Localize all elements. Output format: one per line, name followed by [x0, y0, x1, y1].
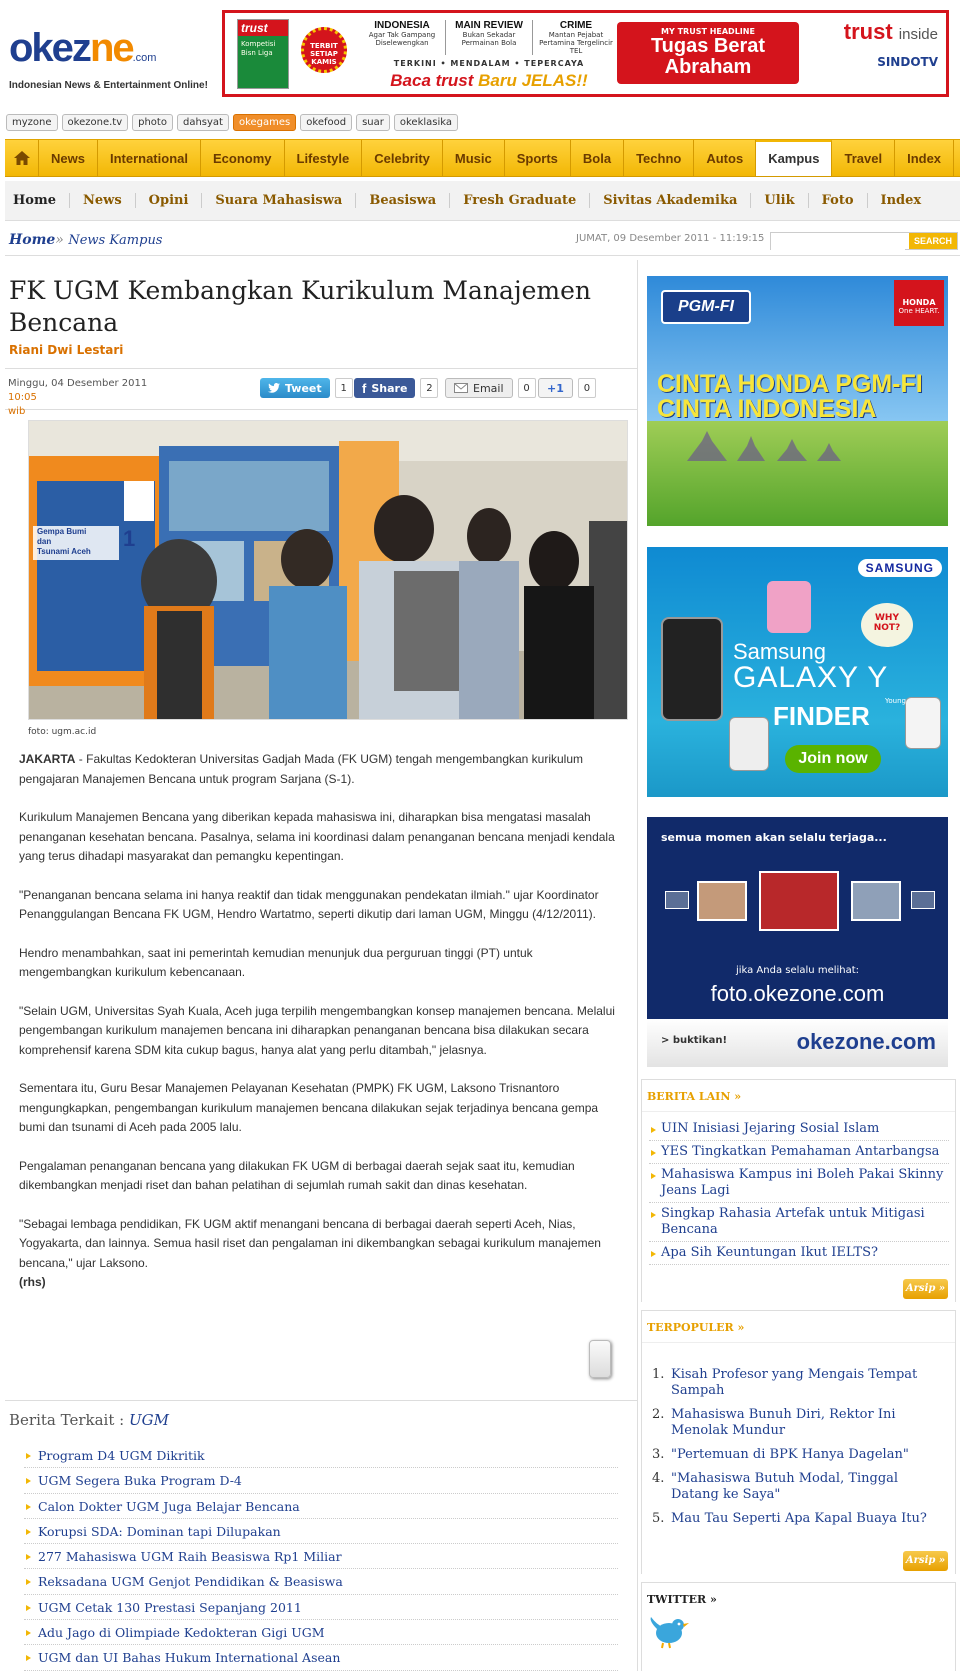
article-signoff: (rhs)	[19, 1275, 46, 1289]
banner-col-desc: Bukan Sekadar Permainan Bola	[461, 31, 517, 47]
related-item[interactable]: Korupsi SDA: Dominan tapi Dilupakan	[24, 1519, 618, 1544]
facebook-count: 2	[420, 378, 438, 398]
samsung-young: Young	[885, 697, 906, 705]
samsung-line2: GALAXY Y	[733, 661, 889, 694]
samsung-line3: FINDER	[773, 701, 870, 731]
article-paragraph: "Sebagai lembaga pendidikan, FK UGM aktif menangani bencana di berbagai daerah seperti Aceh, Nias, Yogyakarta, dan lainnya. Semua hasil riset dan pengalaman ini dikembangkan sebagai kurikulum manajemen bencana," ujar Laksono.	[19, 1216, 601, 1270]
honda-brand: HONDA	[902, 298, 936, 307]
terpopuler-item-text: "Pertemuan di BPK Hanya Dagelan"	[671, 1447, 909, 1462]
logo-suffix: .com	[132, 52, 157, 64]
berita-lain-item[interactable]: Apa Sih Keuntungan Ikut IELTS?	[649, 1242, 949, 1265]
subnav-foto[interactable]: Foto	[809, 193, 868, 208]
honda-ad[interactable]	[647, 276, 948, 526]
rank-number: 2.	[652, 1407, 665, 1422]
related-item[interactable]: UGM Segera Buka Program D-4	[24, 1468, 618, 1493]
foto-thumb-3	[851, 881, 901, 921]
samsung-logo: SAMSUNG	[858, 559, 942, 577]
berita-lain-item[interactable]: Mahasiswa Kampus ini Boleh Pakai Skinny Jeans Lagi	[649, 1164, 949, 1203]
mag-sub: Kompetisi Bisn Liga	[241, 40, 276, 57]
article-author[interactable]: Riani Dwi Lestari	[9, 343, 124, 357]
related-news-list	[24, 1443, 618, 1671]
terpopuler-item[interactable]	[649, 1404, 949, 1444]
nav-lifestyle[interactable]: Lifestyle	[285, 140, 363, 176]
article-paragraph: Hendro menambahkan, saat ini pemerintah kemudian menunjuk dua perguruan tinggi (PT) untuk mengembangkan kurikulum kebencanaan.	[19, 945, 533, 979]
foto-mid-text: jika Anda selalu melihat:	[735, 965, 860, 976]
email-label: Email	[473, 381, 504, 395]
breadcrumb	[9, 232, 162, 248]
trust-banner-ad[interactable]	[222, 10, 949, 97]
product-link-okegames[interactable]: okegames	[233, 114, 296, 131]
related-item[interactable]: 277 Mahasiswa UGM Raih Beasiswa Rp1 Miliar	[24, 1544, 618, 1569]
honda-line1: CINTA HONDA PGM-FI	[657, 370, 923, 398]
rank-number: 4.	[652, 1471, 665, 1486]
terpopuler-item[interactable]	[649, 1444, 949, 1468]
related-news-heading	[5, 1400, 637, 1439]
subnav-news[interactable]: News	[70, 193, 136, 208]
foto-okezone-logo: okezone.com	[796, 1029, 936, 1054]
publish-date	[8, 377, 178, 419]
foto-footer	[647, 1019, 948, 1067]
facebook-icon: f	[362, 380, 367, 396]
phone-pink-image	[767, 581, 811, 633]
inside-c: SINDOTV	[877, 55, 938, 69]
product-link-suar[interactable]: suar	[356, 114, 390, 131]
berita-lain-arsip-button[interactable]: Arsip »	[903, 1279, 948, 1299]
inside-b: inside	[898, 26, 938, 43]
nav-home-button[interactable]	[5, 140, 39, 176]
related-item[interactable]: Program D4 UGM Dikritik	[24, 1443, 618, 1468]
publish-tz: wib	[8, 406, 26, 417]
banner-col	[533, 20, 619, 55]
berita-lain-item[interactable]: YES Tingkatkan Pemahaman Antarbangsa	[649, 1141, 949, 1164]
foto-url: foto.okezone.com	[710, 981, 885, 1006]
logo-text-a: okez	[9, 26, 90, 70]
envelope-icon	[454, 383, 468, 393]
berita-lain-panel	[641, 1079, 956, 1302]
foto-thumb-1	[697, 881, 747, 921]
banner-columns	[359, 20, 619, 55]
nav-kampus[interactable]: Kampus	[756, 140, 832, 176]
logo-text-b: ne	[89, 26, 133, 70]
pgm-fi-logo: PGM-FI	[661, 290, 751, 324]
photo-caption: foto: ugm.ac.id	[28, 727, 97, 737]
why-not-badge: WHY NOT?	[861, 603, 913, 647]
tweet-label: Tweet	[285, 381, 322, 395]
product-link-dahsyat[interactable]: dahsyat	[177, 114, 229, 131]
rank-number: 3.	[652, 1447, 665, 1462]
main-nav	[5, 139, 960, 177]
terpopuler-item-text: Mau Tau Seperti Apa Kapal Buaya Itu?	[671, 1511, 927, 1526]
subnav-suara-mahasiswa[interactable]: Suara Mahasiswa	[202, 193, 356, 208]
breadcrumb-sep: »	[55, 232, 64, 248]
inside-a: trust	[843, 19, 893, 44]
foto-thumb-right	[911, 891, 935, 909]
foto-top-text: semua momen akan selalu terjaga...	[661, 831, 887, 844]
twitter-panel	[641, 1582, 956, 1671]
subnav-beasiswa[interactable]: Beasiswa	[356, 193, 450, 208]
subnav-fresh-graduate[interactable]: Fresh Graduate	[450, 193, 590, 208]
join-now-button[interactable]: Join now	[785, 745, 881, 773]
home-icon	[14, 151, 30, 165]
tweet-count: 1	[335, 378, 353, 398]
search-input[interactable]	[771, 234, 905, 250]
current-date: JUMAT, 09 Desember 2011 - 11:19:15	[576, 233, 765, 244]
related-item[interactable]: Reksadana UGM Genjot Pendidikan & Beasiswa	[24, 1569, 618, 1594]
tweet-share	[260, 378, 353, 398]
trust-headline-box	[617, 22, 799, 84]
breadcrumb-bar	[5, 224, 960, 256]
gplus-count: 0	[578, 378, 596, 398]
product-link-myzone[interactable]: myzone	[6, 114, 58, 131]
article-paragraph: Kurikulum Manajemen Bencana yang diberikan kepada mahasiswa ini, diharapkan bisa mengatasi masalah penanganan kesehatan bencana. Pasalnya, selama ini koordinasi dalam penanganan bencana menjadi kendala yang terus dihadapi masyarakat dan pemangku kepentingan.	[19, 810, 615, 863]
terpopuler-item-text: Kisah Profesor yang Mengais Tempat Sampah	[671, 1367, 918, 1398]
facebook-share-label: Share	[371, 381, 408, 395]
exhibition-photo-illustration	[29, 421, 628, 720]
breadcrumb-current[interactable]: News Kampus	[68, 233, 163, 248]
article-meta	[5, 368, 637, 417]
terpopuler-item-text: "Mahasiswa Butuh Modal, Tinggal Datang ke Saya"	[671, 1471, 899, 1502]
twitter-title[interactable]: TWITTER »	[647, 1593, 717, 1606]
banner-col-heading: MAIN REVIEW	[455, 20, 523, 31]
column-divider	[637, 260, 638, 1671]
weekly-badge: TERBIT SETIAP KAMIS	[301, 27, 347, 73]
facebook-share	[354, 378, 438, 398]
email-share	[445, 378, 536, 398]
article-paragraph: "Selain UGM, Universitas Syah Kuala, Aceh juga terpilih mengembangkan konsep manajemen bencana. Melalui pengembangan kurikulum manajemen bencana ini diharapkan penanganan bencana bisa dilakukan secara komprehensif karena SDM kita cukup bagus, hanya alat yang perlu ditambah," jelasnya.	[19, 1003, 615, 1057]
nav-bola[interactable]: Bola	[571, 140, 624, 176]
temple-silhouette	[647, 421, 948, 461]
article-photo	[28, 420, 628, 720]
related-item[interactable]: UGM Cetak 130 Prestasi Sepanjang 2011	[24, 1595, 618, 1620]
search-button[interactable]: SEARCH	[909, 233, 957, 249]
article-title: FK UGM Kembangkan Kurikulum Manajemen Bencana	[9, 276, 592, 337]
dateline: JAKARTA	[19, 752, 76, 766]
nav-celebrity[interactable]: Celebrity	[362, 140, 443, 176]
nav-autos[interactable]: Autos	[694, 140, 756, 176]
rank-number: 5.	[652, 1511, 665, 1526]
gplus-share	[538, 378, 596, 398]
article-paragraph: Pengalaman penanganan bencana yang dilakukan FK UGM di berbagai daerah sejak saat itu, kemudian dikembangkan menjadi riset dan bahan pelatihan di sejumlah rumah sakit dan dinas kesehatan.	[19, 1158, 575, 1192]
twitter-bird-icon	[268, 383, 280, 393]
banner-slogan	[359, 71, 619, 91]
article-paragraph	[19, 750, 619, 789]
nav-travel[interactable]: Travel	[832, 140, 895, 176]
slogan-c: Baru JELAS!!	[473, 71, 588, 90]
banner-col-desc: Mantan Pejabat Pertamina Tergelincir TEL	[539, 31, 613, 55]
honda-logo	[894, 280, 944, 326]
terpopuler-list	[649, 1364, 949, 1532]
samsung-line1: Samsung	[733, 639, 826, 664]
product-link-okefood[interactable]: okefood	[300, 114, 352, 131]
headline-text: Tugas Berat Abraham	[650, 35, 766, 78]
logo-tagline: Indonesian News & Entertainment Online!	[9, 80, 208, 91]
berita-lain-title[interactable]: BERITA LAIN »	[642, 1080, 955, 1112]
honda-line2: CINTA INDONESIA	[657, 395, 877, 423]
buktikan-link[interactable]: > buktikan!	[661, 1035, 728, 1046]
article-paragraph: Sementara itu, Guru Besar Manajemen Pelayanan Kesehatan (PMPK) FK UGM, Laksono Trisnantoro mengungkapkan, pengembangan kurikulum manajemen bencana dilakukan sejak terjadinya bencana gempa bumi dan tsunami di Aceh pada 2005 lalu.	[19, 1081, 599, 1134]
email-count: 0	[518, 378, 536, 398]
nav-music[interactable]: Music	[443, 140, 505, 176]
related-item[interactable]: Adu Jago di Olimpiade Kedokteran Gigi UGM	[24, 1620, 618, 1645]
terpopuler-item[interactable]	[649, 1364, 949, 1404]
trust-magazine-cover	[237, 19, 289, 89]
berita-lain-item[interactable]: UIN Inisiasi Jejaring Sosial Islam	[649, 1118, 949, 1141]
publish-day: Minggu, 04 Desember 2011	[8, 378, 148, 389]
banner-col-desc: Agar Tak Gampang Diselewengkan	[368, 31, 436, 47]
photo-sign-line3: Tsunami Aceh	[37, 547, 91, 556]
subnav-index[interactable]: Index	[880, 193, 922, 208]
phone-white-2-image	[905, 697, 941, 749]
terpopuler-title[interactable]: TERPOPULER »	[642, 1311, 955, 1343]
trust-inside-logo	[812, 19, 938, 89]
breadcrumb-home[interactable]: Home	[9, 232, 56, 248]
subnav-opini[interactable]: Opini	[136, 193, 203, 208]
related-item[interactable]: UGM dan UI Bahas Hukum International Asean	[24, 1645, 618, 1670]
nav-international[interactable]: International	[98, 140, 201, 176]
terpopuler-arsip-button[interactable]: Arsip »	[903, 1551, 948, 1571]
terpopuler-item-text: Mahasiswa Bunuh Diri, Rektor Ini Menolak Mundur	[671, 1407, 896, 1438]
banner-col-heading: INDONESIA	[374, 20, 430, 31]
photo-sign-line1: Gempa Bumi	[37, 527, 87, 536]
headline-kicker: MY TRUST HEADLINE	[661, 27, 755, 36]
search-box	[770, 232, 958, 250]
banner-col-heading: CRIME	[559, 20, 593, 31]
sub-nav	[5, 181, 960, 221]
publish-time: 10:05	[8, 392, 37, 403]
berita-lain-list	[649, 1118, 949, 1265]
slogan-a: Baca	[390, 71, 436, 90]
slogan-b: trust	[435, 71, 474, 90]
phone-black-image	[661, 617, 723, 721]
article-paragraph: "Penanganan bencana selama ini hanya reaktif dan tidak menggunakan pendekatan ilmiah." ujar Koordinator Penanggulangan Bencana FK UGM, Hendro Wartatmo, seperti dikutip dari laman UGM, Minggu (4/12/2011).	[19, 887, 599, 921]
product-links	[6, 114, 458, 131]
samsung-ad[interactable]	[647, 547, 948, 797]
mag-title: trust	[238, 20, 288, 36]
mobile-device-icon[interactable]	[589, 1340, 611, 1378]
subnav-ulik[interactable]: Ulik	[751, 193, 808, 208]
nav-techno[interactable]: Techno	[624, 140, 694, 176]
subnav-home[interactable]: Home	[9, 193, 70, 208]
photo-sign-line2: dan	[37, 537, 52, 546]
terpopuler-item[interactable]	[649, 1468, 949, 1508]
honda-tag: One HEART.	[898, 307, 940, 315]
product-link-okeklasika[interactable]: okeklasika	[394, 114, 458, 131]
related-tag[interactable]: UGM	[128, 1411, 169, 1429]
berita-lain-item[interactable]: Singkap Rahasia Artefak untuk Mitigasi Bencana	[649, 1203, 949, 1242]
article-body	[19, 750, 619, 1293]
email-button[interactable]	[445, 378, 513, 398]
terpopuler-panel	[641, 1310, 956, 1574]
banner-line: TERKINI • MENDALAM • TEPERCAYA	[393, 59, 585, 68]
nav-index[interactable]: Index	[895, 140, 954, 176]
photo-sign-number: 1	[123, 526, 136, 551]
related-item[interactable]: Calon Dokter UGM Juga Belajar Bencana	[24, 1494, 618, 1519]
nav-sports[interactable]: Sports	[505, 140, 571, 176]
okezone-logo[interactable]	[9, 26, 209, 91]
lead-text: - Fakultas Kedokteran Universitas Gadjah Mada (FK UGM) tengah mengembangkan kurikulum pengajaran Manajemen Bencana untuk program Sarjana (S-1).	[19, 752, 584, 786]
subnav-sivitas-akademika[interactable]: Sivitas Akademika	[590, 193, 751, 208]
rank-number: 1.	[652, 1367, 665, 1382]
product-link-photo[interactable]: photo	[132, 114, 173, 131]
nav-economy[interactable]: Economy	[201, 140, 285, 176]
gplus-button[interactable]: +1	[538, 378, 573, 398]
twitter-bird-icon[interactable]	[649, 1615, 689, 1649]
phone-white-image	[729, 717, 769, 771]
foto-okezone-ad[interactable]	[647, 817, 948, 1067]
facebook-share-button[interactable]	[354, 378, 415, 398]
tweet-button[interactable]	[260, 378, 330, 398]
banner-col	[446, 20, 533, 55]
foto-thumb-left	[665, 891, 689, 909]
banner-col	[359, 20, 446, 55]
foto-thumb-2	[759, 871, 839, 931]
terpopuler-item[interactable]	[649, 1508, 949, 1532]
product-link-okezone-tv[interactable]: okezone.tv	[62, 114, 129, 131]
nav-news[interactable]: News	[39, 140, 98, 176]
related-label: Berita Terkait :	[9, 1411, 129, 1429]
